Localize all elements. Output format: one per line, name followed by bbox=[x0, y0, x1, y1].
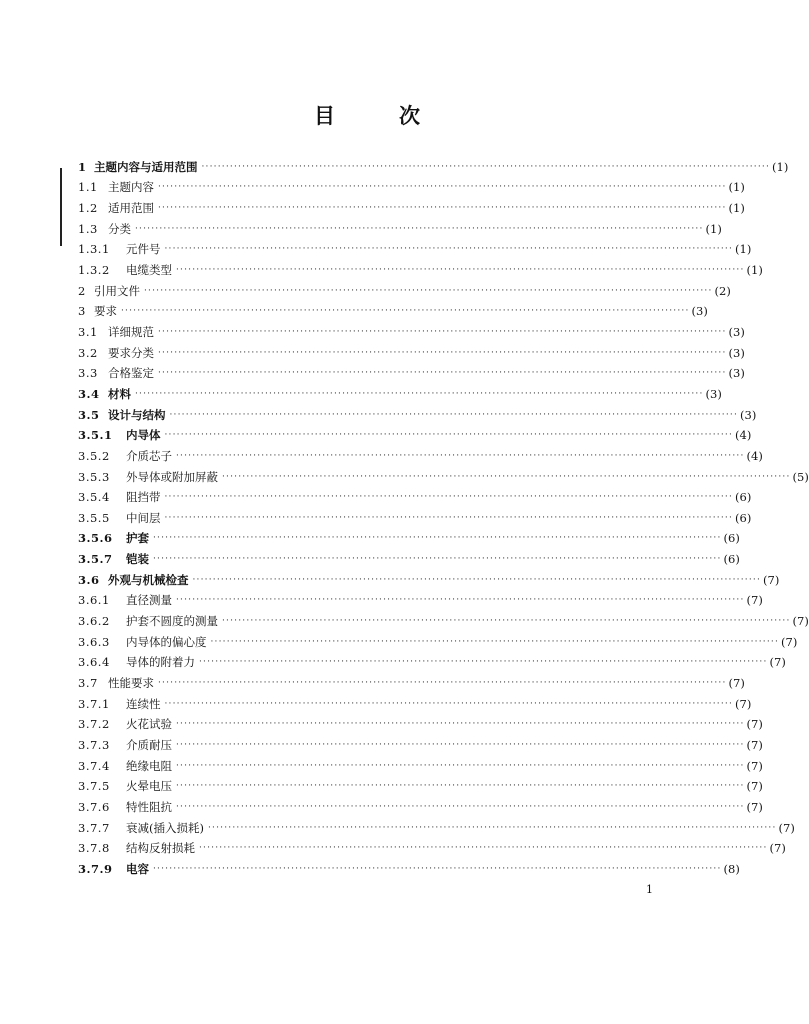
toc-entry bbox=[78, 793, 763, 814]
toc-entry bbox=[78, 690, 752, 711]
toc-entry bbox=[78, 649, 786, 670]
toc-entry-label: 连续性 bbox=[126, 696, 161, 711]
toc-entry-number: 2 bbox=[78, 283, 86, 298]
toc-leader-dots: ············································································································································ bbox=[169, 409, 739, 420]
toc-entry-page: (4) bbox=[746, 448, 763, 463]
toc-leader-dots: ············································································································································ bbox=[164, 492, 734, 503]
toc-entry-label: 中间层 bbox=[126, 510, 161, 525]
toc-entry-label: 合格鉴定 bbox=[108, 366, 154, 381]
toc-entry bbox=[78, 814, 795, 835]
toc-entry bbox=[78, 525, 740, 546]
toc-entry bbox=[78, 484, 752, 505]
toc-entry bbox=[78, 256, 763, 277]
toc-leader-dots: ············································································································································ bbox=[121, 306, 690, 317]
toc-entry-label: 介质芯子 bbox=[126, 448, 172, 463]
toc-entry bbox=[78, 298, 708, 319]
toc-entry-label: 护套 bbox=[126, 531, 149, 546]
toc-entry-label: 性能要求 bbox=[108, 676, 154, 691]
toc-entry-page: (6) bbox=[723, 552, 740, 567]
toc-leader-dots: ············································································································································ bbox=[176, 450, 745, 461]
toc-title-char-2: 次 bbox=[399, 104, 420, 128]
toc-entry-number: 3.7.4 bbox=[78, 758, 110, 773]
toc-entry-label: 火花试验 bbox=[126, 717, 172, 732]
toc-entry bbox=[78, 463, 809, 484]
toc-leader-dots: ············································································································································ bbox=[135, 223, 704, 234]
toc-entry-number: 3.7.6 bbox=[78, 800, 110, 814]
toc-leader-dots: ············································································································································ bbox=[176, 264, 745, 275]
toc-entry-label: 要求 bbox=[94, 304, 117, 319]
toc-entry-label: 分类 bbox=[108, 221, 131, 236]
toc-entry-number: 3.7.7 bbox=[78, 820, 110, 835]
toc-entry-label: 电容 bbox=[126, 861, 149, 876]
toc-leader-dots: ············································································································································ bbox=[222, 471, 791, 482]
toc-entry-number: 1 bbox=[78, 159, 87, 174]
toc-entry-label: 介质耐压 bbox=[126, 738, 172, 753]
toc-entry-page: (8) bbox=[723, 861, 740, 876]
toc-entry-number: 1.3.2 bbox=[78, 262, 110, 277]
toc-entry bbox=[78, 628, 798, 649]
toc-leader-dots: ············································································································································ bbox=[158, 368, 727, 379]
toc-entry-page: (7) bbox=[763, 572, 780, 587]
toc-leader-dots: ············································································································································ bbox=[158, 202, 727, 213]
toc-entry-page: (3) bbox=[728, 345, 745, 360]
toc-entry-page: (7) bbox=[746, 779, 763, 794]
toc-entry-page: (7) bbox=[746, 738, 763, 753]
toc-leader-dots: ············································································································································ bbox=[176, 781, 745, 792]
toc-leader-dots: ············································································································································ bbox=[158, 182, 727, 193]
toc-entry bbox=[78, 773, 763, 794]
toc-entry bbox=[78, 277, 731, 298]
toc-entry-number: 1.3 bbox=[78, 221, 98, 236]
toc-entry-page: (7) bbox=[746, 758, 763, 773]
toc-entry-label: 内导体 bbox=[126, 428, 161, 443]
toc-entry bbox=[78, 855, 740, 876]
toc-entry-number: 3.1 bbox=[78, 324, 98, 339]
toc-entry-page: (6) bbox=[735, 510, 752, 525]
toc-leader-dots: ············································································································································ bbox=[199, 843, 768, 854]
toc-entry-number: 3.6.2 bbox=[78, 614, 110, 629]
toc-entry bbox=[78, 442, 763, 463]
toc-leader-dots: ············································································································································ bbox=[210, 636, 780, 647]
toc-leader-dots: ············································································································································ bbox=[164, 430, 734, 441]
toc-title-char-1: 目 bbox=[314, 104, 335, 128]
toc-entry-page: (7) bbox=[792, 614, 809, 629]
toc-leader-dots: ············································································································································ bbox=[144, 285, 713, 296]
toc-entry bbox=[78, 731, 763, 753]
toc-entry-number: 3.7.2 bbox=[78, 717, 110, 732]
toc-leader-dots: ············································································································································ bbox=[135, 388, 704, 399]
toc-entry-label: 元件号 bbox=[126, 242, 161, 257]
toc-leader-dots: ············································································································································ bbox=[222, 616, 791, 627]
toc-entry-label: 主题内容与适用范围 bbox=[94, 159, 198, 174]
toc-leader-dots: ············································································································································ bbox=[176, 802, 745, 812]
toc-leader-dots: ············································································································································ bbox=[207, 822, 777, 833]
toc-entry-number: 3.6.4 bbox=[78, 655, 110, 670]
toc-entry-number: 1.2 bbox=[78, 200, 98, 215]
toc-entry bbox=[78, 566, 780, 587]
toc-leader-dots: ············································································································································ bbox=[176, 740, 745, 751]
toc-entry-page: (7) bbox=[746, 717, 763, 732]
toc-entry-number: 3.6.3 bbox=[78, 634, 110, 649]
toc-leader-dots: ············································································································································ bbox=[164, 698, 734, 709]
toc-leader-dots: ············································································································································ bbox=[158, 678, 727, 689]
toc-entry-page: (3) bbox=[728, 366, 745, 381]
toc-entry-page: (3) bbox=[705, 386, 722, 401]
toc-entry-number: 3.5 bbox=[78, 407, 100, 422]
toc-entry bbox=[78, 401, 757, 422]
toc-leader-dots: ············································································································································ bbox=[153, 863, 722, 874]
toc-entry bbox=[78, 318, 745, 339]
toc-entry-number: 3.7.3 bbox=[78, 738, 110, 753]
toc-entry-label: 火晕电压 bbox=[126, 779, 172, 794]
toc-entry bbox=[78, 545, 740, 567]
toc-entry-page: (7) bbox=[735, 696, 752, 711]
toc-entry-number: 3.7.9 bbox=[78, 861, 113, 876]
toc-leader-dots: ············································································································································ bbox=[153, 554, 722, 565]
toc-entry-label: 要求分类 bbox=[108, 345, 154, 360]
toc-entry bbox=[78, 669, 745, 691]
toc-entry bbox=[78, 380, 722, 401]
toc-entry-number: 3.7.8 bbox=[78, 841, 110, 856]
toc-entry bbox=[78, 236, 752, 257]
toc-entry-label: 特性阻抗 bbox=[126, 800, 172, 814]
toc-entry-page: (7) bbox=[778, 820, 795, 835]
toc-leader-dots: ············································································································································ bbox=[176, 595, 745, 606]
table-of-contents bbox=[78, 153, 809, 876]
toc-entry bbox=[78, 504, 752, 525]
toc-entry-label: 护套不圆度的测量 bbox=[126, 614, 218, 629]
toc-entry bbox=[78, 194, 745, 215]
toc-entry bbox=[78, 835, 786, 856]
toc-entry-number: 1.3.1 bbox=[78, 242, 110, 257]
toc-leader-dots: ············································································································································ bbox=[158, 326, 727, 337]
toc-leader-dots: ············································································································································ bbox=[192, 574, 762, 585]
toc-entry-page: (4) bbox=[735, 428, 752, 443]
toc-entry-number: 3.5.2 bbox=[78, 448, 110, 463]
toc-entry bbox=[78, 339, 745, 360]
toc-entry-label: 外导体或附加屏蔽 bbox=[126, 469, 218, 484]
toc-entry-page: (1) bbox=[735, 242, 752, 257]
toc-title bbox=[0, 100, 724, 130]
toc-entry-number: 3.5.5 bbox=[78, 510, 110, 525]
toc-entry-page: (6) bbox=[735, 490, 752, 505]
toc-entry-label: 电缆类型 bbox=[126, 262, 172, 277]
toc-entry-number: 3.5.1 bbox=[78, 428, 113, 443]
toc-entry-number: 3.6.1 bbox=[78, 593, 110, 608]
toc-entry-number: 3.4 bbox=[78, 386, 100, 401]
toc-leader-dots: ············································································································································ bbox=[201, 161, 771, 172]
toc-entry-number: 3.2 bbox=[78, 345, 98, 360]
toc-entry-label: 绝缘电阻 bbox=[126, 758, 172, 773]
toc-entry-number: 3.5.6 bbox=[78, 531, 113, 546]
toc-entry-label: 内导体的偏心度 bbox=[126, 634, 207, 649]
toc-entry-label: 结构反射损耗 bbox=[126, 841, 195, 856]
toc-entry-page: (3) bbox=[728, 324, 745, 339]
toc-entry bbox=[78, 711, 763, 732]
toc-entry-page: (7) bbox=[769, 841, 786, 856]
toc-entry-number: 3.7.1 bbox=[78, 696, 110, 711]
toc-entry-number: 3.7.5 bbox=[78, 779, 110, 794]
toc-entry-label: 直径测量 bbox=[126, 593, 172, 608]
toc-entry-label: 铠装 bbox=[126, 552, 149, 567]
toc-entry-page: (2) bbox=[714, 283, 731, 298]
toc-entry-page: (1) bbox=[772, 159, 789, 174]
toc-leader-dots: ············································································································································ bbox=[158, 347, 727, 358]
toc-entry bbox=[78, 360, 745, 381]
toc-entry-label: 详细规范 bbox=[108, 324, 154, 339]
toc-entry-page: (1) bbox=[728, 180, 745, 195]
toc-entry-number: 3.6 bbox=[78, 572, 100, 587]
toc-entry-number: 3 bbox=[78, 304, 86, 319]
toc-entry-number: 3.3 bbox=[78, 366, 98, 381]
toc-entry-label: 衰减(插入损耗) bbox=[126, 820, 204, 835]
toc-entry-number: 3.7 bbox=[78, 676, 98, 691]
toc-entry-label: 引用文件 bbox=[94, 283, 140, 298]
toc-entry-page: (3) bbox=[691, 304, 708, 319]
toc-leader-dots: ············································································································································ bbox=[199, 657, 768, 668]
toc-entry-number: 3.5.7 bbox=[78, 552, 113, 567]
toc-entry bbox=[78, 215, 722, 236]
toc-entry-page: (7) bbox=[728, 676, 745, 691]
toc-entry bbox=[78, 422, 752, 443]
toc-leader-dots: ············································································································································ bbox=[176, 719, 745, 730]
toc-entry-number: 1.1 bbox=[78, 180, 98, 195]
margin-line bbox=[60, 168, 62, 246]
toc-entry-label: 适用范围 bbox=[108, 200, 154, 215]
toc-entry-label: 导体的附着力 bbox=[126, 655, 195, 670]
toc-entry-page: (5) bbox=[792, 469, 809, 484]
toc-entry-page: (7) bbox=[746, 800, 763, 814]
toc-entry-label: 材料 bbox=[108, 386, 131, 401]
toc-entry-page: (3) bbox=[740, 407, 757, 422]
toc-entry-page: (1) bbox=[705, 221, 722, 236]
toc-entry-page: (7) bbox=[781, 634, 798, 649]
toc-leader-dots: ············································································································································ bbox=[176, 760, 745, 771]
toc-entry bbox=[78, 752, 763, 773]
toc-entry-page: (7) bbox=[746, 593, 763, 608]
toc-entry-label: 设计与结构 bbox=[108, 407, 166, 422]
toc-entry-page: (6) bbox=[723, 531, 740, 546]
toc-entry-page: (1) bbox=[746, 262, 763, 277]
page-number: 1 bbox=[646, 883, 653, 896]
toc-leader-dots: ············································································································································ bbox=[164, 244, 734, 255]
toc-entry-label: 阻挡带 bbox=[126, 490, 161, 505]
toc-entry-number: 3.5.3 bbox=[78, 469, 110, 484]
toc-entry bbox=[78, 587, 763, 608]
toc-entry-page: (1) bbox=[728, 200, 745, 215]
toc-entry bbox=[78, 153, 789, 174]
toc-entry bbox=[78, 174, 745, 195]
toc-entry bbox=[78, 607, 809, 629]
toc-entry-label: 主题内容 bbox=[108, 180, 154, 195]
toc-leader-dots: ············································································································································ bbox=[153, 533, 722, 544]
toc-leader-dots: ············································································································································ bbox=[164, 512, 734, 523]
toc-entry-number: 3.5.4 bbox=[78, 490, 110, 505]
toc-entry-label: 外观与机械检查 bbox=[108, 572, 189, 587]
toc-entry-page: (7) bbox=[769, 655, 786, 670]
